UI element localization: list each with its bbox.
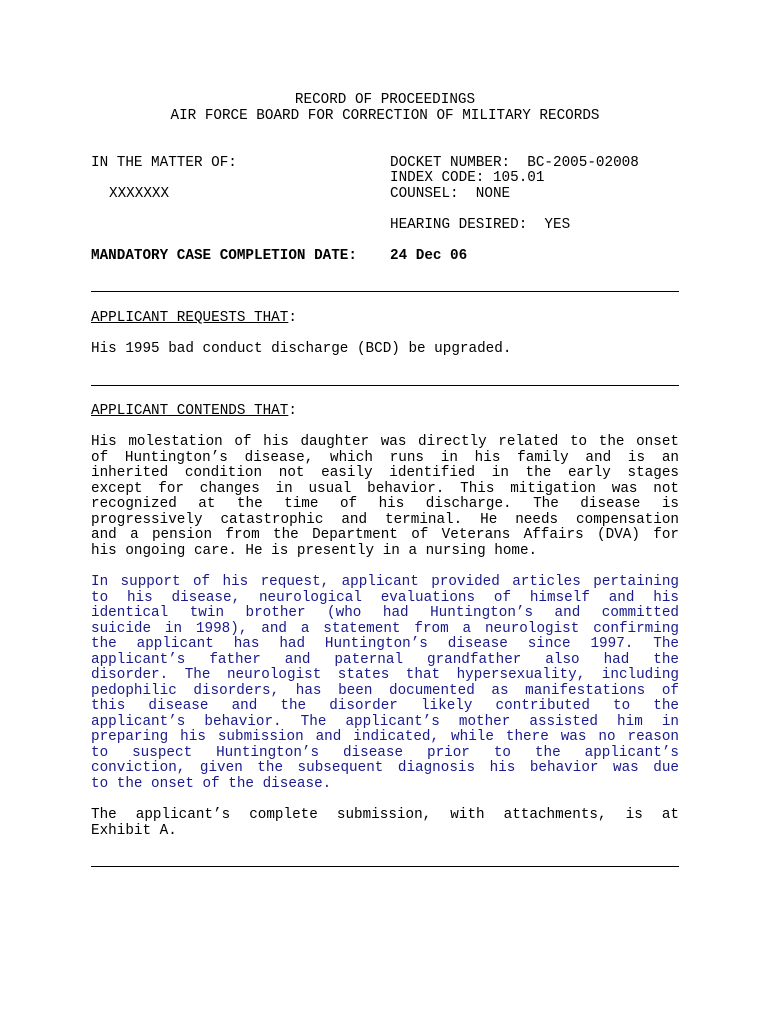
paragraph-line: this disease and the disorder likely contributed to the bbox=[91, 698, 679, 714]
paragraph-line: his ongoing care. He is presently in a nursing home. bbox=[91, 542, 538, 559]
requests-heading-text: APPLICANT REQUESTS THAT bbox=[91, 310, 289, 326]
paragraph-line: and a pension from the Department of Veterans Affairs (DVA) for bbox=[91, 527, 679, 543]
paragraph-line: progressively catastrophic and terminal. He needs compensation bbox=[91, 511, 679, 528]
paragraph-line: disorder. The neurologist states that hypersexuality, including bbox=[91, 667, 679, 683]
contends-heading-colon: : bbox=[288, 403, 297, 419]
paragraph-line: identical twin brother (who had Huntington’s and committed bbox=[91, 605, 679, 621]
paragraph-line: inherited condition not easily identified in the early stages bbox=[91, 465, 679, 481]
paragraph-line: The applicant’s complete submission, with attachments, is at bbox=[91, 807, 679, 823]
applicant-name: XXXXXXX bbox=[109, 186, 170, 202]
record-title: RECORD OF PROCEEDINGS bbox=[294, 92, 476, 108]
paragraph-line: applicant’s father and paternal grandfather also had the bbox=[91, 651, 679, 668]
board-title: AIR FORCE BOARD FOR CORRECTION OF MILITARY RECORDS bbox=[170, 108, 600, 124]
requests-text: His 1995 bad conduct discharge (BCD) be upgraded. bbox=[91, 341, 512, 357]
paragraph-line: pedophilic disorders, has been documented as manifestations of bbox=[91, 682, 679, 699]
section-divider bbox=[91, 291, 679, 292]
paragraph-line: suicide in 1998), and a statement from a neurologist confirming bbox=[91, 620, 679, 637]
paragraph-line: His molestation of his daughter was directly related to the onset bbox=[91, 434, 679, 450]
paragraph-line: of Huntington’s disease, which runs in his family and is an bbox=[91, 449, 679, 466]
matter-label: IN THE MATTER OF: bbox=[91, 155, 237, 171]
counsel: COUNSEL: NONE bbox=[390, 186, 511, 202]
paragraph-line: recognized at the time of his discharge. The disease is bbox=[91, 496, 679, 512]
section-divider bbox=[91, 866, 679, 867]
paragraph-line: applicant’s behavior. The applicant’s mother assisted him in bbox=[91, 713, 679, 730]
paragraph-line: to the onset of the disease. bbox=[91, 775, 332, 792]
section-divider bbox=[91, 385, 679, 386]
paragraph-line: to suspect Huntington’s disease prior to the applicant’s bbox=[91, 744, 679, 761]
contends-heading-text: APPLICANT CONTENDS THAT bbox=[91, 403, 289, 419]
completion-date-value: 24 Dec 06 bbox=[390, 248, 468, 264]
paragraph-line: the applicant has had Huntington’s disease since 1997. The bbox=[91, 636, 679, 652]
paragraph-line: preparing his submission and indicated, while there was no reason bbox=[91, 729, 679, 745]
paragraph-line: Exhibit A. bbox=[91, 822, 177, 839]
docket-number: DOCKET NUMBER: BC-2005-02008 bbox=[390, 155, 639, 171]
requests-heading bbox=[91, 311, 297, 327]
paragraph-line: conviction, given the subsequent diagnosis his behavior was due bbox=[91, 760, 679, 776]
contends-paragraph-1 bbox=[91, 435, 679, 559]
completion-date-label: MANDATORY CASE COMPLETION DATE: bbox=[91, 248, 357, 264]
contends-paragraph-2 bbox=[91, 575, 679, 792]
requests-heading-colon: : bbox=[288, 310, 297, 326]
hearing-desired: HEARING DESIRED: YES bbox=[390, 217, 571, 233]
contends-paragraph-3 bbox=[91, 808, 679, 839]
contends-heading bbox=[91, 404, 297, 420]
paragraph-line: In support of his request, applicant provided articles pertaining bbox=[91, 574, 679, 590]
index-code: INDEX CODE: 105.01 bbox=[390, 170, 545, 186]
paragraph-line: except for changes in usual behavior. This mitigation was not bbox=[91, 480, 679, 497]
paragraph-line: to his disease, neurological evaluations of himself and his bbox=[91, 589, 679, 606]
